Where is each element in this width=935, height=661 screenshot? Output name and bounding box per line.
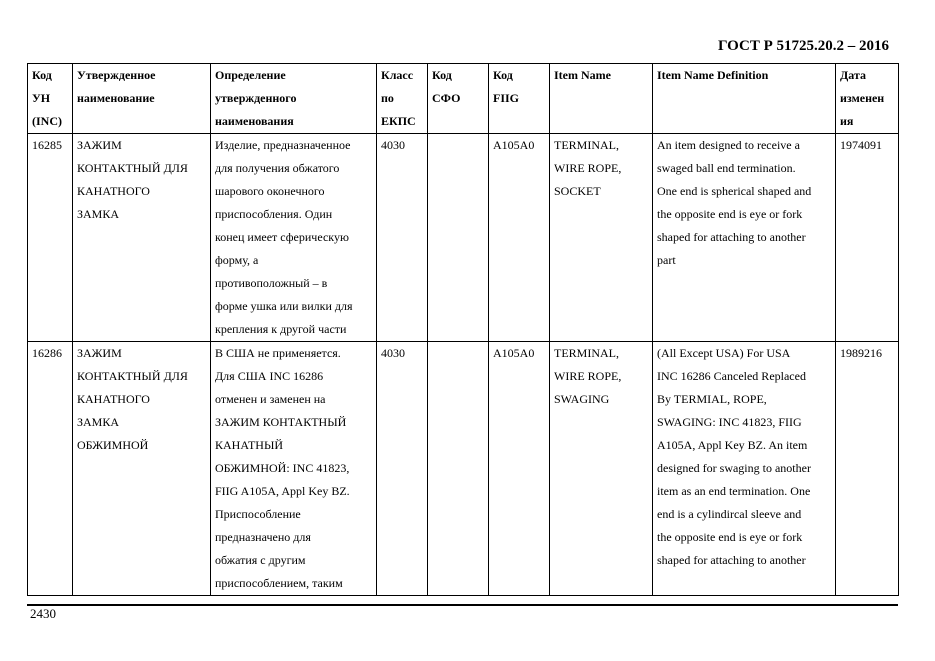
cell-text-line: A105A, Appl Key BZ. An item (657, 438, 808, 452)
cell-text-line: ОБЖИМНОЙ: INC 41823, (215, 461, 350, 475)
table-cell (28, 134, 73, 342)
table-cell (489, 342, 550, 596)
cell-text-line: By TERMIAL, ROPE, (657, 392, 767, 406)
column-header-line: УН (32, 91, 51, 105)
column-header-line: наименования (215, 114, 294, 128)
cell-text-line: шарового оконечного (215, 184, 325, 198)
cell-text-line: Для США INC 16286 (215, 369, 324, 383)
table-cell (428, 134, 489, 342)
cell-text-line: В США не применяется. (215, 346, 341, 360)
cell-text-line: ЗАМКА (77, 415, 120, 429)
cell-text-line: item as an end termination. One (657, 484, 811, 498)
cell-text-line: КОНТАКТНЫЙ ДЛЯ (77, 161, 188, 175)
cell-text-line: swaged ball end termination. (657, 161, 796, 175)
table-cell (550, 342, 653, 596)
column-header (836, 64, 899, 134)
cell-text-line: КАНАТНОГО (77, 184, 150, 198)
cell-text-line: отменен и заменен на (215, 392, 326, 406)
table-cell (73, 134, 211, 342)
cell-text-line: ОБЖИМНОЙ (77, 438, 149, 452)
table-cell (377, 342, 428, 596)
table-cell (489, 134, 550, 342)
document-code: ГОСТ Р 51725.20.2 – 2016 (717, 38, 889, 54)
cell-text-line: SWAGING: INC 41823, FIIG (657, 415, 802, 429)
cell-text-line: предназначено для (215, 530, 311, 544)
cell-text-line: One end is spherical shaped and (657, 184, 812, 198)
column-header (428, 64, 489, 134)
cell-text-line: designed for swaging to another (657, 461, 811, 475)
column-header-line: Item Name Definition (657, 68, 769, 82)
cell-text-line: ЗАЖИМ (77, 346, 122, 360)
cell-text-line: приспособлением, таким (215, 576, 343, 590)
cell-text-line: part (657, 253, 676, 267)
cell-text-line: противоположный – в (215, 276, 328, 290)
cell-text-line: конец имеет сферическую (215, 230, 349, 244)
cell-text-line: Изделие, предназначенное (215, 138, 351, 152)
cell-text-line: 1989216 (840, 346, 882, 360)
cell-text-line: приспособления. Один (215, 207, 333, 221)
cell-text-line: FIIG A105A, Appl Key BZ. (215, 484, 350, 498)
cell-text-line: 16285 (32, 138, 62, 152)
cell-text-line: the opposite end is eye or fork (657, 530, 803, 544)
column-header-line: СФО (432, 91, 461, 105)
cell-text-line: WIRE ROPE, (554, 369, 622, 383)
cell-text-line: WIRE ROPE, (554, 161, 622, 175)
cell-text-line: форму, а (215, 253, 259, 267)
table-cell (211, 342, 377, 596)
column-header-line: ия (840, 114, 854, 128)
table-header-row (28, 64, 899, 134)
column-header (550, 64, 653, 134)
column-header-line: Код (432, 68, 452, 82)
cell-text-line: Приспособление (215, 507, 301, 521)
cell-text-line: крепления к другой части (215, 322, 347, 336)
table-cell (377, 134, 428, 342)
table-row (28, 342, 899, 596)
column-header-line: Дата (840, 68, 866, 82)
column-header-line: по (381, 91, 394, 105)
column-header-line: Код (493, 68, 513, 82)
column-header-line: наименование (77, 91, 155, 105)
table-cell (211, 134, 377, 342)
cell-text-line: A105A0 (493, 346, 535, 360)
column-header-line: изменен (840, 91, 885, 105)
cell-text-line: 4030 (381, 346, 405, 360)
table-cell (653, 134, 836, 342)
table-cell (28, 342, 73, 596)
cell-text-line: shaped for attaching to another (657, 553, 806, 567)
page-number: 2430 (30, 606, 56, 621)
cell-text-line: ЗАЖИМ (77, 138, 122, 152)
cell-text-line: ЗАЖИМ КОНТАКТНЫЙ (215, 415, 347, 429)
cell-text-line: SWAGING (554, 392, 610, 406)
column-header-line: Определение (215, 68, 286, 82)
cell-text-line: the opposite end is eye or fork (657, 207, 803, 221)
column-header-line: Код (32, 68, 52, 82)
column-header (28, 64, 73, 134)
cell-text-line: TERMINAL, (554, 346, 619, 360)
cell-text-line: КОНТАКТНЫЙ ДЛЯ (77, 369, 188, 383)
cell-text-line: INC 16286 Canceled Replaced (657, 369, 806, 383)
cell-text-line: форме ушка или вилки для (215, 299, 353, 313)
cell-text-line: 4030 (381, 138, 405, 152)
cell-text-line: shaped for attaching to another (657, 230, 806, 244)
table-cell (550, 134, 653, 342)
cell-text-line: An item designed to receive a (657, 138, 800, 152)
cell-text-line: ЗАМКА (77, 207, 120, 221)
column-header (653, 64, 836, 134)
column-header (73, 64, 211, 134)
column-header-line: Утвержденное (77, 68, 156, 82)
column-header-line: (INC) (32, 114, 62, 128)
column-header-line: ЕКПС (381, 114, 416, 128)
cell-text-line: A105A0 (493, 138, 535, 152)
cell-text-line: SOCKET (554, 184, 601, 198)
cell-text-line: (All Except USA) For USA (657, 346, 791, 360)
column-header-line: Класс (381, 68, 414, 82)
column-header (489, 64, 550, 134)
column-header-line: утвержденного (215, 91, 297, 105)
cell-text-line: 16286 (32, 346, 62, 360)
cell-text-line: 1974091 (840, 138, 882, 152)
table-cell (73, 342, 211, 596)
cell-text-line: для получения обжатого (215, 161, 340, 175)
inc-table (27, 63, 899, 596)
cell-text-line: КАНАТНОГО (77, 392, 150, 406)
cell-text-line: TERMINAL, (554, 138, 619, 152)
cell-text-line: КАНАТНЫЙ (215, 438, 284, 452)
column-header (377, 64, 428, 134)
table-cell (428, 342, 489, 596)
table-row (28, 134, 899, 342)
bottom-divider (27, 604, 898, 606)
column-header-line: Item Name (554, 68, 611, 82)
column-header (211, 64, 377, 134)
cell-text-line: end is a cylindircal sleeve and (657, 507, 802, 521)
column-header-line: FIIG (493, 91, 520, 105)
table-cell (836, 342, 899, 596)
cell-text-line: обжатия с другим (215, 553, 306, 567)
table-cell (836, 134, 899, 342)
table-cell (653, 342, 836, 596)
